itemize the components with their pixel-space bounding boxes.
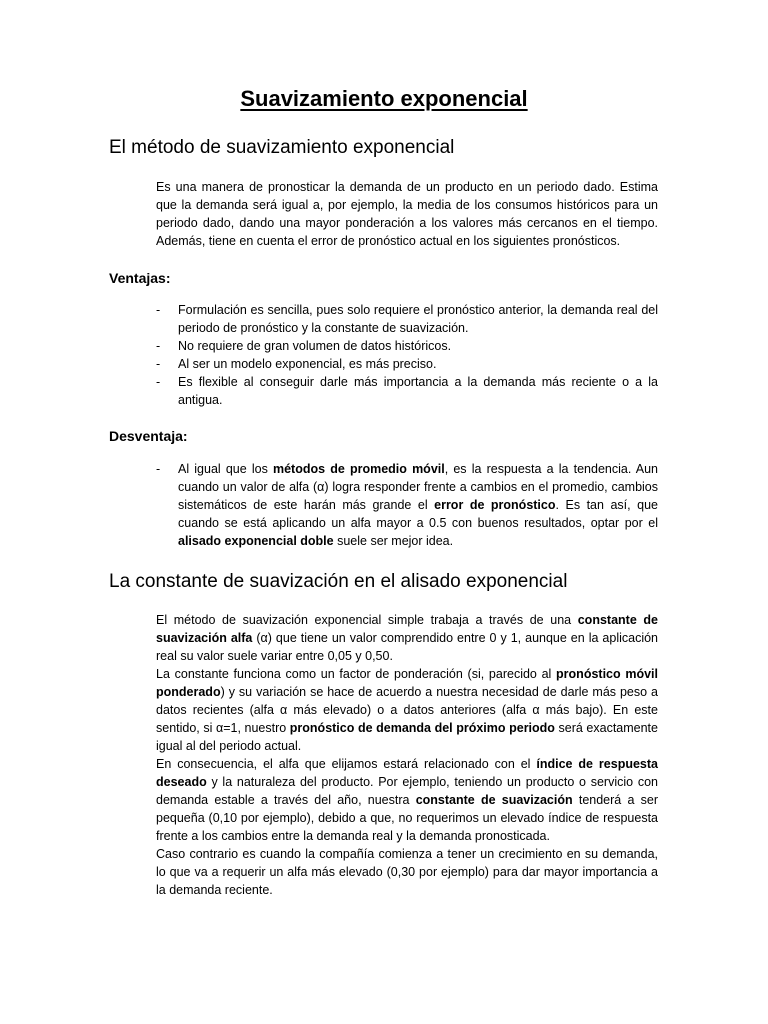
p2-text-3: será exactamente igual al del periodo actual. — [156, 721, 658, 753]
bold-term-pronostico-ponderado: pronóstico móvil ponderado — [156, 667, 658, 699]
desventaja-text-3: . Es tan así, que cuando se está aplicando un alfa mayor a 0.5 con buenos resultados, optar por el — [178, 498, 658, 530]
bullet-dash: - — [156, 375, 161, 389]
section-paragraph-metodo: Es una manera de pronosticar la demanda de un producto en un periodo dado. Estima que la demanda será igual a, por ejemplo, la media de los consumos históricos para un periodo dado, dando una mayor ponderación a los valores más cercanos en el tiempo. Además, tiene en cuenta el error de pronóstico actual en los siguientes pronósticos. — [156, 180, 658, 248]
bullet-dash: - — [156, 303, 161, 317]
p2-text-2: ) y su variación se hace de acuerdo a nuestra necesidad de darle más peso a datos recientes (alfa α más elevado) o a datos anteriores (alfa α más bajo). En este sentido, si α=1, nuestro — [156, 685, 658, 735]
bullet-dash: - — [156, 357, 161, 371]
bullet-dash: - — [156, 339, 161, 353]
desventaja-text-1: Al igual que los — [178, 462, 273, 476]
paragraph-p3 — [156, 755, 658, 845]
paragraph-p2 — [156, 665, 658, 755]
list-item — [156, 355, 658, 373]
p3-text-1: En consecuencia, el alfa que elijamos estará relacionado con el — [156, 757, 537, 771]
p3-text-3: tenderá a ser pequeña (0,10 por ejemplo), debido a que, no requerimos un elevado índice de respuesta frente a los cambios entre la demanda real y la demanda pronosticada. — [156, 793, 659, 843]
section-heading-constante: La constante de suavización en el alisado exponencial — [109, 571, 568, 592]
bold-term-error-pronostico: error de pronóstico — [434, 498, 556, 512]
subheading-ventajas: Ventajas: — [109, 270, 171, 286]
desventaja-text-2: , es la respuesta a la tendencia. Aun cuando un valor de alfa (α) logra responder frente a cambios en el promedio, cambios sistemáticos de este harán más grande el — [178, 462, 659, 512]
p1-text-1: El método de suavización exponencial simple trabaja a través de una — [156, 613, 578, 627]
list-item-text: Al ser un modelo exponencial, es más preciso. — [178, 357, 437, 371]
p3-text-2: y la naturaleza del producto. Por ejemplo, teniendo un producto o servicio con demanda estable a través del año, nuestra — [156, 775, 658, 807]
list-item — [156, 337, 658, 355]
bold-term-promedio-movil: métodos de promedio móvil — [272, 462, 445, 476]
subheading-desventaja: Desventaja: — [109, 428, 188, 444]
bold-term-constante-alfa: constante de suavización alfa — [156, 613, 658, 645]
bullet-dash: - — [156, 462, 161, 476]
desventaja-text-4: suele ser mejor idea. — [333, 534, 454, 548]
ventajas-list — [156, 301, 658, 409]
bold-term-constante-suavizacion: constante de suavización — [415, 793, 573, 807]
bold-term-pronostico-demanda: pronóstico de demanda del próximo periodo — [289, 721, 555, 735]
document-title — [0, 86, 768, 112]
list-item — [156, 301, 658, 337]
bold-term-indice-respuesta: índice de respuesta deseado — [156, 757, 658, 789]
list-item-text: No requiere de gran volumen de datos históricos. — [178, 339, 452, 353]
section-body-constante — [156, 611, 658, 899]
paragraph-p1 — [156, 611, 658, 665]
list-item-text: Es flexible al conseguir darle más importancia a la demanda más reciente o a la antigua. — [178, 375, 658, 407]
section-heading-metodo: El método de suavizamiento exponencial — [109, 137, 455, 158]
list-item — [156, 373, 658, 409]
desventaja-list — [156, 460, 658, 550]
document-title-text: Suavizamiento exponencial — [240, 86, 528, 111]
paragraph-p4: Caso contrario es cuando la compañía comienza a tener un crecimiento en su demanda, lo que va a requerir un alfa más elevado (0,30 por ejemplo) para dar mayor importancia a la demanda reciente. — [156, 847, 658, 897]
p1-text-2: (α) que tiene un valor comprendido entre 0 y 1, aunque en la aplicación real su valor suele variar entre 0,05 y 0,50. — [156, 631, 659, 663]
bold-term-alisado-doble: alisado exponencial doble — [178, 534, 334, 548]
p2-text-1: La constante funciona como un factor de ponderación (si, parecido al — [156, 667, 557, 681]
list-item-text: Formulación es sencilla, pues solo requiere el pronóstico anterior, la demanda real del periodo de pronóstico y la constante de suavización. — [178, 303, 658, 335]
list-item — [156, 460, 658, 550]
